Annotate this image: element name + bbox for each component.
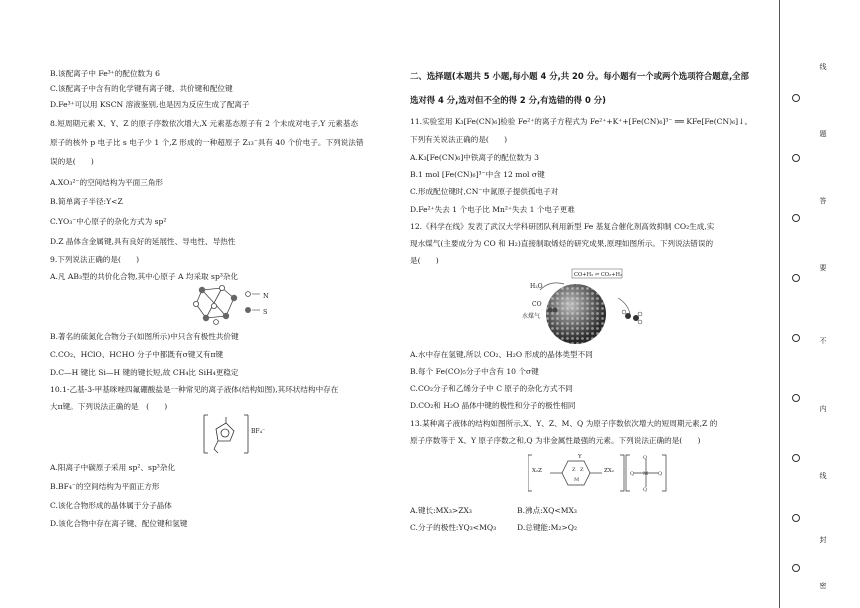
fig12-h2o-label: H₂O <box>530 283 543 290</box>
q7-option-d: D.Fe³⁺可以用 KSCN 溶液鉴别,也是因为反应生成了配离子 <box>50 100 250 109</box>
q8-option-a: A.XO₃²⁻的空间结构为平面三角形 <box>50 178 164 187</box>
q10-option-c: C.该化合物形成的晶体属于分子晶体 <box>50 501 172 510</box>
binding-hole <box>792 214 800 222</box>
fig13-x2z-label: X₂Z <box>532 468 542 474</box>
binding-char: 密 <box>819 582 827 590</box>
fig12-watergas-label: 水煤气 <box>522 313 541 320</box>
legend-s-label: S <box>263 308 268 316</box>
binding-hole <box>792 394 800 402</box>
fig13-zx2-label: ZX₂ <box>604 468 614 474</box>
svg-text:Z: Z <box>572 467 576 473</box>
q9-option-b: B.著名的硫氮化合物分子(如图所示)中只含有极性共价键 <box>50 332 239 341</box>
q10-stem-1: 10.1-乙基-3-甲基咪唑四氟硼酸盐是一种常见的离子液体(结构如图),其环状结构中存在 <box>50 385 339 394</box>
q8-option-c: C.YO₃⁻中心原子的杂化方式为 sp² <box>50 217 167 226</box>
sulfur-nitride-figure <box>190 282 280 327</box>
q13-stem-1: 13.某种离子液体的结构如图所示,X、Y、Z、M、Q 为原子序数依次增大的短周期元素,Z 的 <box>410 419 718 428</box>
q13-option-a: A.键长:MX₃>ZX₃ <box>410 506 472 515</box>
binding-hole <box>792 154 800 162</box>
q12-stem-1: 12.《科学在线》发表了武汉大学科研团队利用新型 Fe 基复合催化剂高效抑制 CO₂生成,实 <box>410 222 715 231</box>
q9-option-a: A.凡 AB₃型的共价化合物,其中心原子 A 均采取 sp³杂化 <box>50 272 239 281</box>
q8-stem-1: 8.短周期元素 X、Y、Z 的原子序数依次增大,X 元素基态原子有 2 个未成对电子,Y 元素基态 <box>50 119 359 128</box>
section-two-header-2: 选对得 4 分,选对但不全的得 2 分,有选错的得 0 分) <box>410 95 606 105</box>
binding-hole <box>792 454 800 462</box>
legend-n-label: N <box>263 292 269 300</box>
q8-option-b: B.简单离子半径:Y<Z <box>50 197 123 206</box>
q10-option-d: D.该化合物中存在离子键、配位键和氢键 <box>50 519 188 528</box>
binding-char: 不 <box>819 337 827 345</box>
q8-stem-2: 原子的核外 p 电子比 s 电子少 1 个,Z 形成的一种超原子 Z₁₃⁻具有 40 个价电子。下列说法错 <box>50 138 364 147</box>
q7-option-b: B.该配离子中 Fe³⁺的配位数为 6 <box>50 69 160 78</box>
q12-option-b: B.每个 Fe(CO)₅分子中含有 10 个σ键 <box>410 367 539 376</box>
q12-stem-3: 是( ) <box>410 256 439 265</box>
q13-stem-2: 原子序数等于 X、Y 原子序数之和,Q 为非金属性最强的元素。下列说法正确的是( ) <box>410 436 701 445</box>
q12-option-d: D.CO₂和 H₂O 晶体中键的极性和分子的极性相同 <box>410 401 576 410</box>
svg-text:M: M <box>574 477 580 483</box>
q7-option-c: C.该配离子中含有的化学键有离子键、共价键和配位键 <box>50 84 233 93</box>
q11-option-c: C.形成配位键时,CN⁻中氮原子提供孤电子对 <box>410 187 559 196</box>
binding-hole <box>792 514 800 522</box>
binding-char: 内 <box>819 405 827 413</box>
svg-text:M: M <box>643 471 649 477</box>
svg-text:Q: Q <box>658 471 663 477</box>
svg-text:Q: Q <box>630 471 635 477</box>
binding-hole <box>792 334 800 342</box>
q11-option-b: B.1 mol [Fe(CN)₆]³⁻中含 12 mol σ键 <box>410 170 545 179</box>
q9-stem: 9.下列说法正确的是( ) <box>50 255 140 264</box>
q10-stem-2: 大π键。下列说法正确的是 ( ) <box>50 402 168 411</box>
fig13-y-label: Y <box>578 454 582 460</box>
fig12-equation-label: CO+H₂ ⇌ CO₂+H₂ <box>574 272 623 278</box>
q13-option-c: C.分子的极性:YQ₃<MQ₃ <box>410 523 497 532</box>
fig12-co-label: CO <box>532 301 542 308</box>
q8-stem-3: 误的是( ) <box>50 157 94 166</box>
svg-text:Z: Z <box>580 467 584 473</box>
q12-option-a: A.水中存在氢键,所以 CO₂、H₂O 形成的晶体类型不同 <box>410 350 593 359</box>
q12-stem-2: 现水煤气(主要成分为 CO 和 H₂)直接制取烯烃的研究成果,原理如图所示。下列说法错误的 <box>410 239 714 248</box>
q9-option-d: D.C—H 键比 Si—H 键的键长短,故 CH₄比 SiH₄更稳定 <box>50 368 239 377</box>
q13-option-d: D.总键能:M₂>Q₂ <box>517 523 578 532</box>
binding-char: 要 <box>819 264 827 272</box>
binding-hole <box>792 94 800 102</box>
binding-char: 封 <box>819 536 827 544</box>
svg-text:Q: Q <box>643 487 648 493</box>
q10-option-b: B.BF₄⁻的空间结构为平面正方形 <box>50 482 160 491</box>
ionic-structure-figure <box>528 453 668 493</box>
binding-char: 题 <box>819 130 827 138</box>
binding-line <box>779 0 780 608</box>
q12-option-c: C.CO₂分子和乙烯分子中 C 原子的杂化方式不同 <box>410 384 573 393</box>
q11-option-d: D.Fe²⁺失去 1 个电子比 Mn²⁺失去 1 个电子更难 <box>410 205 575 214</box>
q11-stem-2: 下列有关说法正确的是( ) <box>410 135 508 144</box>
binding-char: 线 <box>819 63 827 71</box>
q8-option-d: D.Z 晶体含金属键,具有良好的延展性、导电性、导热性 <box>50 237 236 246</box>
binding-hole <box>792 564 800 572</box>
q10-option-a: A.阳离子中碳原子采用 sp²、sp³杂化 <box>50 463 176 472</box>
bf4-anion-label: BF₄⁻ <box>251 428 266 435</box>
svg-text:Q: Q <box>643 455 648 461</box>
q11-option-a: A.K₃[Fe(CN)₆]中铁离子的配位数为 3 <box>410 153 539 162</box>
q13-option-b: B.沸点:XQ<MX₃ <box>517 506 577 515</box>
q11-stem-1: 11.实验室用 K₃[Fe(CN)₆]检验 Fe²⁺的离子方程式为 Fe²⁺+K⁺+[Fe(CN)₆]³⁻ ══ KFe[Fe(CN)₆]↓。 <box>410 117 753 126</box>
binding-char: 线 <box>819 472 827 480</box>
binding-char: 答 <box>819 197 827 205</box>
q9-option-c: C.CO₂、HClO、HCHO 分子中都既有σ键又有π键 <box>50 350 224 359</box>
binding-hole <box>792 274 800 282</box>
section-two-header-1: 二、选择题(本题共 5 小题,每小题 4 分,共 20 分。每小题有一个或两个选项符合题意,全部 <box>410 71 749 81</box>
